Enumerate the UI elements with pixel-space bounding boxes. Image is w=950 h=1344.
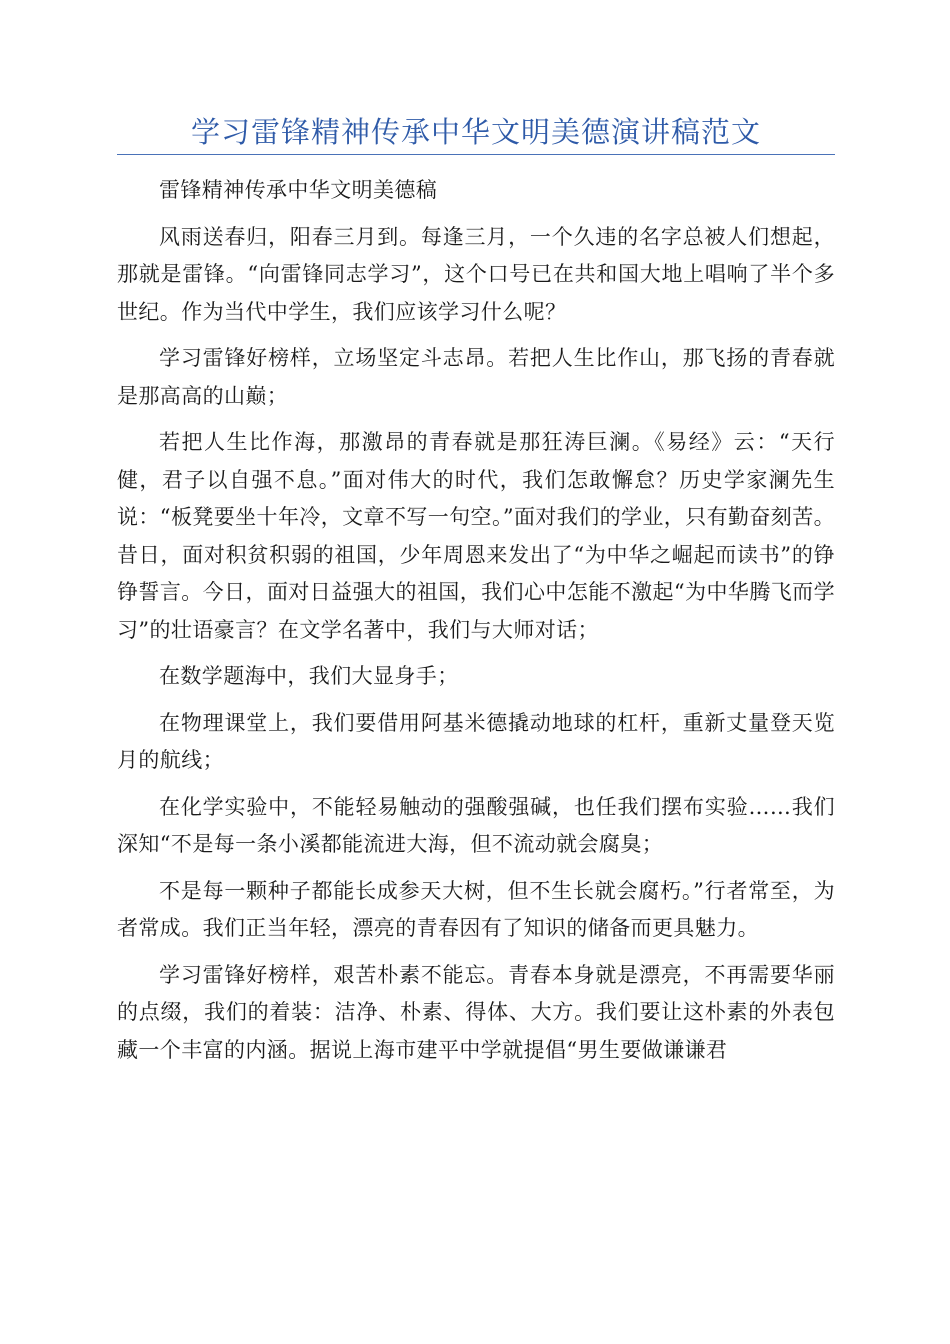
paragraph: 学习雷锋好榜样，立场坚定斗志昂。若把人生比作山，那飞扬的青春就是那高高的山巅； xyxy=(117,346,835,408)
paragraph: 在物理课堂上，我们要借用阿基米德撬动地球的杠杆，重新丈量登天览月的航线； xyxy=(117,710,835,772)
paragraph: 风雨送春归，阳春三月到。每逢三月，一个久违的名字总被人们想起，那就是雷锋。“向雷锋同志学习”，这个口号已在共和国大地上唱响了半个多世纪。作为当代中学生，我们应该学习什么呢？ xyxy=(117,224,835,324)
paragraph: 学习雷锋好榜样，艰苦朴素不能忘。青春本身就是漂亮，不再需要华丽的点缀，我们的着装：洁净、朴素、得体、大方。我们要让这朴素的外表包藏一个丰富的内涵。据说上海市建平中学就提倡“男生要做谦谦君 xyxy=(117,962,835,1062)
paragraph: 雷锋精神传承中华文明美德稿 xyxy=(159,178,438,202)
document-body xyxy=(117,172,835,1078)
paragraph: 若把人生比作海，那激昂的青春就是那狂涛巨澜。《易经》云：“天行健，君子以自强不息。”面对伟大的时代，我们怎敢懈怠？历史学家澜先生说：“板凳要坐十年冷，文章不写一句空。”面对我们的学业，只有勤奋刻苦。昔日，面对积贫积弱的祖国，少年周恩来发出了“为中华之崛起而读书”的铮铮誓言。今日，面对日益强大的祖国，我们心中怎能不激起“为中华腾飞而学习”的壮语豪言？在文学名著中，我们与大师对话； xyxy=(117,430,835,642)
paragraph: 在化学实验中，不能轻易触动的强酸强碱，也任我们摆布实验……我们深知“不是每一条小溪都能流进大海，但不流动就会腐臭； xyxy=(117,794,835,856)
paragraph: 不是每一颗种子都能长成参天大树，但不生长就会腐朽。”行者常至，为者常成。我们正当年轻，漂亮的青春因有了知识的储备而更具魅力。 xyxy=(117,878,835,940)
document-title: 学习雷锋精神传承中华文明美德演讲稿范文 xyxy=(190,115,761,149)
title-underline xyxy=(117,154,835,155)
paragraph: 在数学题海中，我们大显身手； xyxy=(159,664,459,688)
